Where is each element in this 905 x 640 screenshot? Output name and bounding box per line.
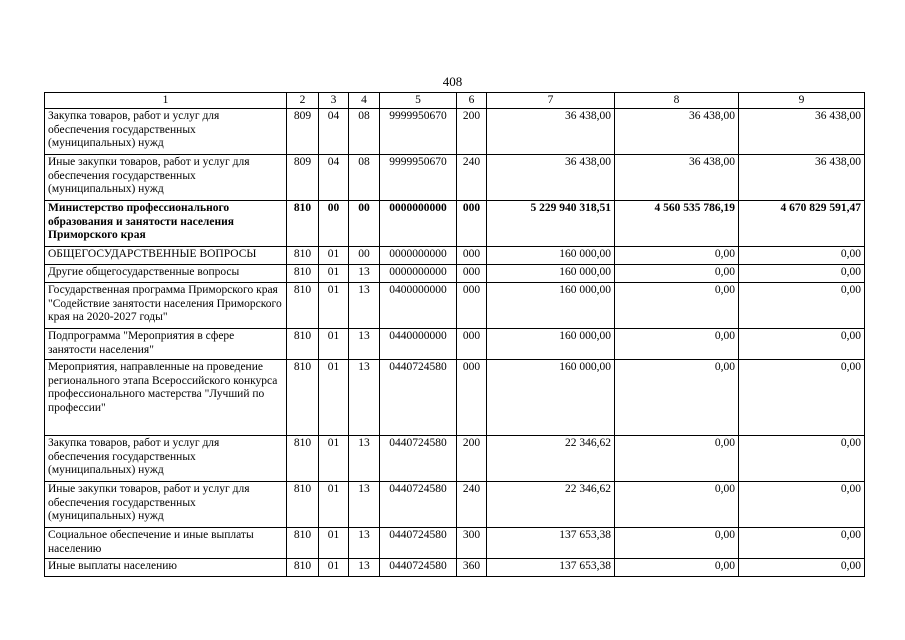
row-name-cell: ОБЩЕГОСУДАРСТВЕННЫЕ ВОПРОСЫ bbox=[45, 247, 287, 265]
row-code-cell: 810 bbox=[287, 559, 319, 577]
row-name-cell: Закупка товаров, работ и услуг для обеспечения государственных (муниципальных) нужд bbox=[45, 436, 287, 482]
row-amount-cell: 0,00 bbox=[615, 283, 739, 329]
row-amount-cell: 0,00 bbox=[615, 436, 739, 482]
row-code-cell: 00 bbox=[349, 201, 380, 247]
header-cell: 2 bbox=[287, 93, 319, 109]
row-code-cell: 01 bbox=[319, 436, 349, 482]
row-amount-cell: 0,00 bbox=[739, 283, 865, 329]
row-amount-cell: 4 560 535 786,19 bbox=[615, 201, 739, 247]
row-code-cell: 0000000000 bbox=[380, 201, 457, 247]
table-row bbox=[45, 109, 865, 155]
row-code-cell: 0440000000 bbox=[380, 329, 457, 360]
row-code-cell: 360 bbox=[457, 559, 487, 577]
row-amount-cell: 160 000,00 bbox=[487, 247, 615, 265]
header-cell: 4 bbox=[349, 93, 380, 109]
row-code-cell: 000 bbox=[457, 360, 487, 436]
row-name-cell: Подпрограмма "Мероприятия в сфере занятости населения" bbox=[45, 329, 287, 360]
table-row bbox=[45, 360, 865, 436]
row-code-cell: 810 bbox=[287, 201, 319, 247]
row-amount-cell: 0,00 bbox=[615, 329, 739, 360]
row-code-cell: 809 bbox=[287, 155, 319, 201]
row-amount-cell: 36 438,00 bbox=[739, 155, 865, 201]
page-number: 408 bbox=[442, 74, 463, 89]
header-cell: 3 bbox=[319, 93, 349, 109]
row-amount-cell: 160 000,00 bbox=[487, 329, 615, 360]
row-amount-cell: 0,00 bbox=[739, 528, 865, 559]
row-code-cell: 0000000000 bbox=[380, 265, 457, 283]
row-code-cell: 08 bbox=[349, 155, 380, 201]
row-amount-cell: 160 000,00 bbox=[487, 360, 615, 436]
row-amount-cell: 0,00 bbox=[739, 559, 865, 577]
row-code-cell: 0000000000 bbox=[380, 247, 457, 265]
header-cell: 7 bbox=[487, 93, 615, 109]
row-name-cell: Иные закупки товаров, работ и услуг для обеспечения государственных (муниципальных) нужд bbox=[45, 155, 287, 201]
table-row bbox=[45, 155, 865, 201]
row-code-cell: 000 bbox=[457, 265, 487, 283]
table-row bbox=[45, 482, 865, 528]
row-code-cell: 13 bbox=[349, 360, 380, 436]
row-code-cell: 000 bbox=[457, 283, 487, 329]
budget-table bbox=[44, 92, 865, 577]
row-amount-cell: 4 670 829 591,47 bbox=[739, 201, 865, 247]
table-header bbox=[45, 93, 865, 109]
row-amount-cell: 0,00 bbox=[615, 265, 739, 283]
row-name-cell: Иные закупки товаров, работ и услуг для обеспечения государственных (муниципальных) нужд bbox=[45, 482, 287, 528]
row-amount-cell: 160 000,00 bbox=[487, 265, 615, 283]
row-amount-cell: 36 438,00 bbox=[615, 109, 739, 155]
table-row bbox=[45, 283, 865, 329]
row-code-cell: 01 bbox=[319, 482, 349, 528]
row-code-cell: 200 bbox=[457, 109, 487, 155]
row-code-cell: 04 bbox=[319, 155, 349, 201]
table-row bbox=[45, 528, 865, 559]
row-name-cell: Иные выплаты населению bbox=[45, 559, 287, 577]
row-code-cell: 809 bbox=[287, 109, 319, 155]
table-body bbox=[45, 109, 865, 577]
row-code-cell: 13 bbox=[349, 482, 380, 528]
row-code-cell: 000 bbox=[457, 329, 487, 360]
row-code-cell: 810 bbox=[287, 247, 319, 265]
row-code-cell: 0440724580 bbox=[380, 436, 457, 482]
row-code-cell: 200 bbox=[457, 436, 487, 482]
table-row bbox=[45, 201, 865, 247]
row-amount-cell: 36 438,00 bbox=[739, 109, 865, 155]
row-name-cell: Мероприятия, направленные на проведение регионального этапа Всероссийского конкурса профессионального мастерства "Лучший по профессии" bbox=[45, 360, 287, 436]
row-code-cell: 240 bbox=[457, 155, 487, 201]
row-amount-cell: 0,00 bbox=[615, 247, 739, 265]
row-code-cell: 01 bbox=[319, 360, 349, 436]
row-code-cell: 13 bbox=[349, 528, 380, 559]
row-name-cell: Закупка товаров, работ и услуг для обеспечения государственных (муниципальных) нужд bbox=[45, 109, 287, 155]
row-amount-cell: 22 346,62 bbox=[487, 436, 615, 482]
row-code-cell: 300 bbox=[457, 528, 487, 559]
row-amount-cell: 160 000,00 bbox=[487, 283, 615, 329]
row-code-cell: 08 bbox=[349, 109, 380, 155]
row-code-cell: 810 bbox=[287, 329, 319, 360]
row-code-cell: 810 bbox=[287, 360, 319, 436]
row-code-cell: 0440724580 bbox=[380, 528, 457, 559]
row-code-cell: 01 bbox=[319, 329, 349, 360]
row-name-cell: Министерство профессионального образования и занятости населения Приморского края bbox=[45, 201, 287, 247]
row-amount-cell: 0,00 bbox=[739, 482, 865, 528]
row-code-cell: 000 bbox=[457, 247, 487, 265]
header-cell: 5 bbox=[380, 93, 457, 109]
row-amount-cell: 0,00 bbox=[615, 360, 739, 436]
row-code-cell: 00 bbox=[319, 201, 349, 247]
row-code-cell: 240 bbox=[457, 482, 487, 528]
row-code-cell: 0440724580 bbox=[380, 559, 457, 577]
row-code-cell: 810 bbox=[287, 265, 319, 283]
row-code-cell: 810 bbox=[287, 283, 319, 329]
row-amount-cell: 0,00 bbox=[739, 436, 865, 482]
row-amount-cell: 0,00 bbox=[615, 559, 739, 577]
row-amount-cell: 0,00 bbox=[739, 265, 865, 283]
row-code-cell: 01 bbox=[319, 528, 349, 559]
row-amount-cell: 0,00 bbox=[615, 482, 739, 528]
table-row bbox=[45, 265, 865, 283]
row-amount-cell: 36 438,00 bbox=[615, 155, 739, 201]
row-code-cell: 810 bbox=[287, 528, 319, 559]
row-amount-cell: 137 653,38 bbox=[487, 528, 615, 559]
row-code-cell: 9999950670 bbox=[380, 109, 457, 155]
row-code-cell: 13 bbox=[349, 436, 380, 482]
row-amount-cell: 5 229 940 318,51 bbox=[487, 201, 615, 247]
row-name-cell: Другие общегосударственные вопросы bbox=[45, 265, 287, 283]
row-code-cell: 9999950670 bbox=[380, 155, 457, 201]
row-amount-cell: 22 346,62 bbox=[487, 482, 615, 528]
row-amount-cell: 0,00 bbox=[739, 329, 865, 360]
row-code-cell: 04 bbox=[319, 109, 349, 155]
row-code-cell: 01 bbox=[319, 247, 349, 265]
header-cell: 1 bbox=[45, 93, 287, 109]
row-code-cell: 13 bbox=[349, 265, 380, 283]
table-row bbox=[45, 329, 865, 360]
header-cell: 9 bbox=[739, 93, 865, 109]
row-amount-cell: 36 438,00 bbox=[487, 109, 615, 155]
table-row bbox=[45, 559, 865, 577]
row-amount-cell: 0,00 bbox=[739, 360, 865, 436]
row-code-cell: 13 bbox=[349, 559, 380, 577]
row-amount-cell: 137 653,38 bbox=[487, 559, 615, 577]
row-code-cell: 0440724580 bbox=[380, 360, 457, 436]
row-code-cell: 01 bbox=[319, 265, 349, 283]
header-cell: 8 bbox=[615, 93, 739, 109]
row-code-cell: 01 bbox=[319, 559, 349, 577]
row-code-cell: 13 bbox=[349, 329, 380, 360]
table-row bbox=[45, 436, 865, 482]
row-code-cell: 810 bbox=[287, 436, 319, 482]
row-amount-cell: 36 438,00 bbox=[487, 155, 615, 201]
table-row bbox=[45, 247, 865, 265]
row-code-cell: 000 bbox=[457, 201, 487, 247]
row-code-cell: 01 bbox=[319, 283, 349, 329]
row-amount-cell: 0,00 bbox=[615, 528, 739, 559]
row-code-cell: 0400000000 bbox=[380, 283, 457, 329]
row-name-cell: Социальное обеспечение и иные выплаты населению bbox=[45, 528, 287, 559]
row-code-cell: 0440724580 bbox=[380, 482, 457, 528]
row-code-cell: 00 bbox=[349, 247, 380, 265]
row-code-cell: 810 bbox=[287, 482, 319, 528]
header-row bbox=[45, 93, 865, 109]
row-name-cell: Государственная программа Приморского края "Содействие занятости населения Приморского края на 2020-2027 годы" bbox=[45, 283, 287, 329]
header-cell: 6 bbox=[457, 93, 487, 109]
row-code-cell: 13 bbox=[349, 283, 380, 329]
row-amount-cell: 0,00 bbox=[739, 247, 865, 265]
